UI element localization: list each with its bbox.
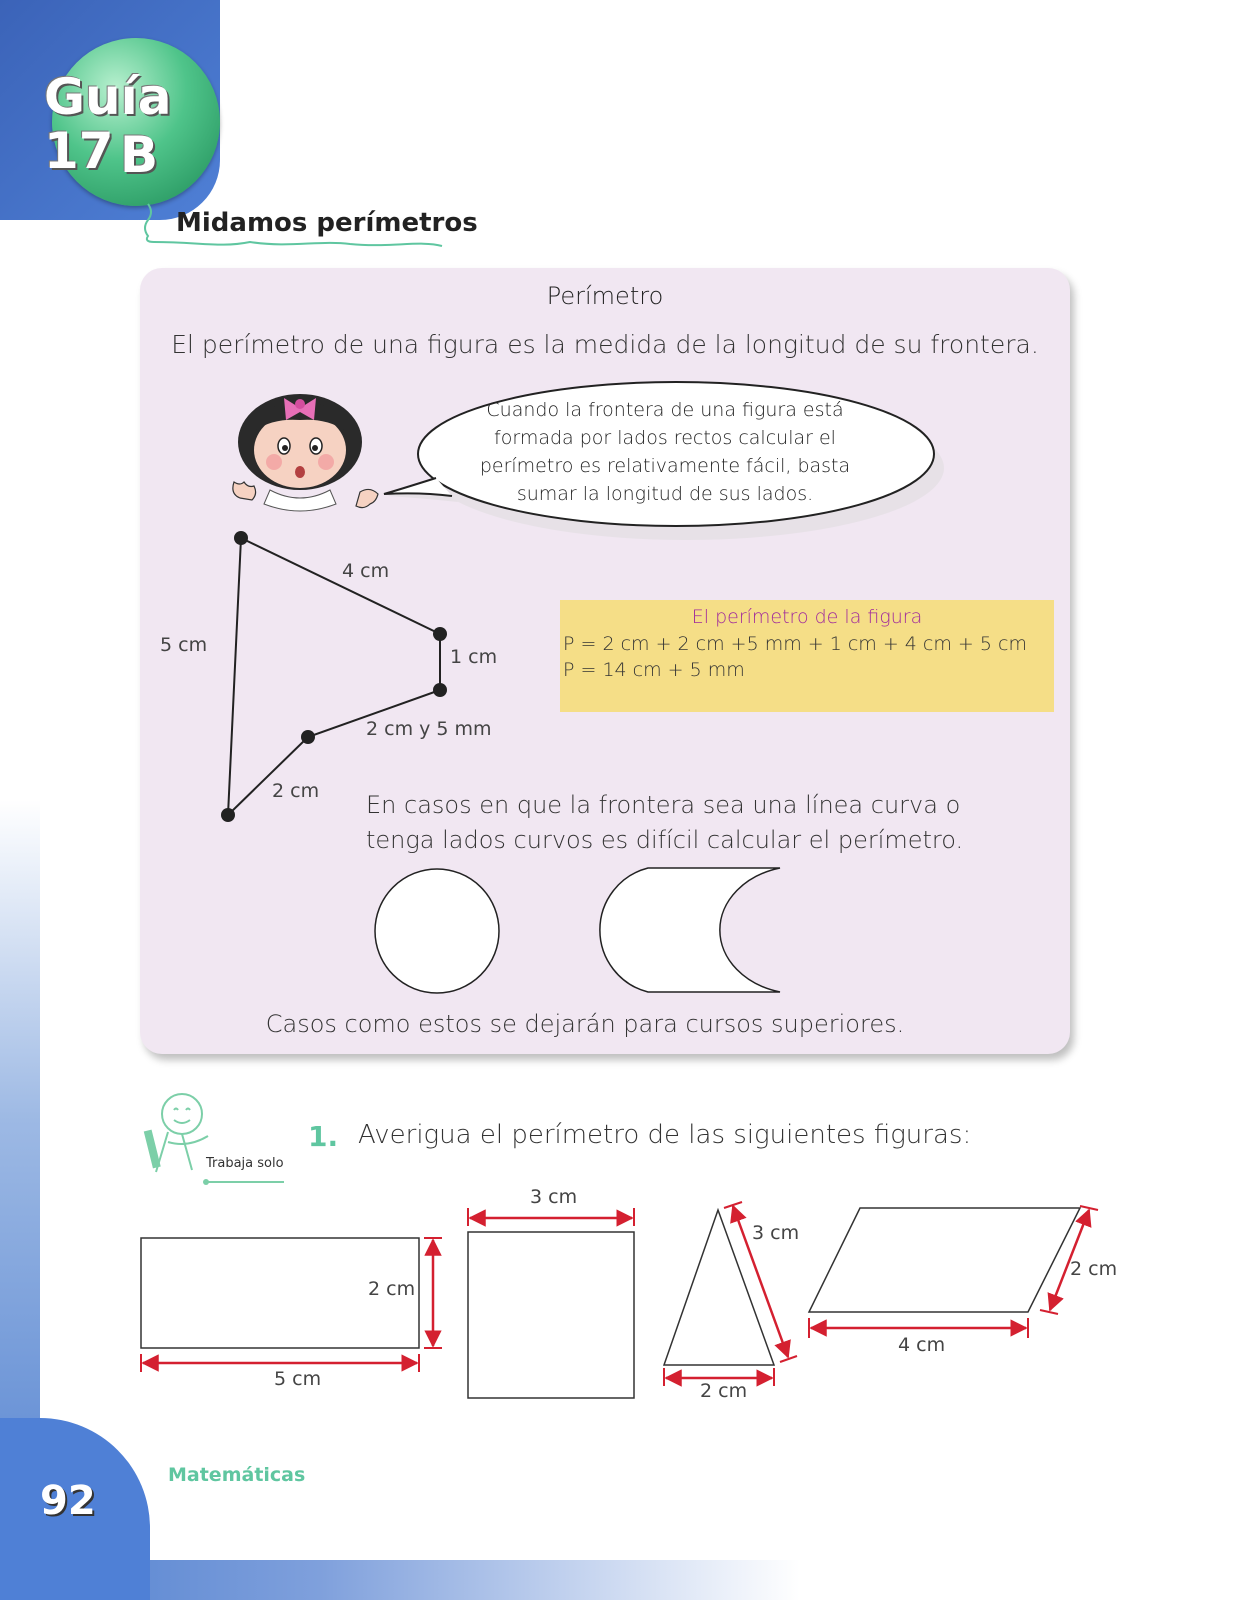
footer-subject: Matemáticas [168,1464,306,1486]
curved-boundary-note: En casos en que la frontera sea una línea curva o tenga lados curvos es difícil calcular el perímetro. [366,791,964,854]
polygon-side-lower-right-label: 2 cm y 5 mm [366,718,492,740]
parallelogram-figure [809,1206,1098,1338]
parallelogram-side-label: 2 cm [1070,1258,1118,1280]
rectangle-figure [141,1238,442,1372]
guide-letter: B [120,126,159,184]
exercise-number: 1. [308,1120,339,1153]
concept-title: Perímetro [546,282,664,310]
triangle-side-label: 3 cm [752,1222,800,1244]
curved-shapes [370,864,800,998]
rectangle-height-label: 2 cm [368,1278,416,1300]
formula-title: El perímetro de la figura [691,606,923,628]
speech-bubble-text: Cuando la frontera de una figura está formada por lados rectos calcular el perímetro es relativamente fácil, basta sumar la longitud de sus lados. [479,399,851,505]
polygon-side-right-label: 1 cm [450,646,498,668]
square-figure [468,1208,634,1398]
circle-shape [375,869,499,993]
work-alone-mascot [138,1086,288,1186]
formula-line-2: P = 14 cm + 5 mm [563,659,745,681]
section-underline-wave [140,196,450,256]
page-number: 92 [40,1478,96,1524]
closing-note: Casos como estos se dejarán para cursos superiores. [265,1010,905,1038]
guide-label: Guía 17 [44,68,172,180]
curved-side-shape [600,868,780,992]
triangle-base-label: 2 cm [700,1380,748,1402]
polygon-side-bottom-label: 2 cm [272,780,320,802]
work-alone-label: Trabaja solo [206,1156,284,1171]
polygon-side-top-label: 4 cm [342,560,390,582]
polygon-side-left-label: 5 cm [160,634,208,656]
exercise-prompt: Averigua el perímetro de las siguientes figuras: [358,1120,972,1150]
concept-definition: El perímetro de una figura es la medida de la longitud de su frontera. [171,330,1039,359]
section-title: Midamos perímetros [176,208,478,238]
girl-illustration [218,380,388,520]
polygon-figure [200,520,460,830]
rectangle-width-label: 5 cm [274,1368,322,1390]
parallelogram-base-label: 4 cm [898,1334,946,1356]
square-side-label: 3 cm [530,1186,578,1208]
formula-line-1: P = 2 cm + 2 cm +5 mm + 1 cm + 4 cm + 5 cm [563,633,1027,655]
